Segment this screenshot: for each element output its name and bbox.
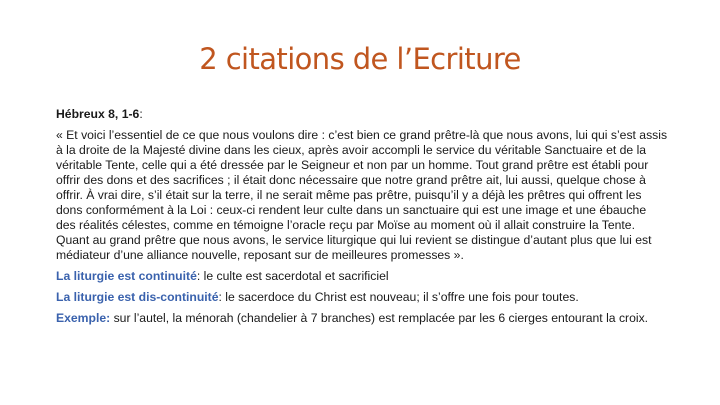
point-text: : le culte est sacerdotal et sacrificiel	[196, 269, 389, 283]
slide-title: 2 citations de l’Ecriture	[199, 42, 521, 76]
point-continuity	[56, 269, 668, 284]
point-discontinuity	[56, 290, 668, 305]
reference-label: Hébreux 8, 1-6	[56, 107, 140, 121]
point-text: sur l’autel, la ménorah (chandelier à 7 branches) est remplacée par les 6 cierges entourant la croix.	[113, 311, 649, 325]
scripture-reference	[56, 107, 668, 122]
slide-body	[56, 107, 668, 332]
point-example	[56, 311, 668, 326]
point-label: La liturgie est continuité	[56, 269, 197, 283]
reference-suffix: :	[139, 107, 143, 121]
point-text: : le sacerdoce du Christ est nouveau; il s’offre une fois pour toutes.	[218, 290, 579, 304]
point-label: Exemple:	[56, 311, 114, 325]
scripture-quote: « Et voici l’essentiel de ce que nous voulons dire : c’est bien ce grand prêtre-là que nous avons, lui qui s’est assis à la droite de la Majesté divine dans les cieux, après avoir accompli le service du véritable Sanctuaire et de la véritable Tente, celle qui a été dressée par le Seigneur et non par un homme. Tout grand prêtre est établi pour offrir des dons et des sacrifices ; il était donc nécessaire que notre grand prêtre ait, lui aussi, quelque chose à offrir. À vrai dire, s’il était sur la terre, il ne serait même pas prêtre, puisqu’il y a déjà les prêtres qui offrent les dons conformément à la Loi : ceux-ci rendent leur culte dans un sanctuaire qui est une image et une ébauche des réalités célestes, comme en témoigne l’oracle reçu par Moïse au moment où il allait construire la Tente. Quant au grand prêtre que nous avons, le service liturgique qui lui revient se distingue d’autant plus que lui est médiateur d’une alliance nouvelle, reposant sur de meilleures promesses ».	[56, 128, 668, 262]
point-label: La liturgie est dis-continuité	[56, 290, 219, 304]
